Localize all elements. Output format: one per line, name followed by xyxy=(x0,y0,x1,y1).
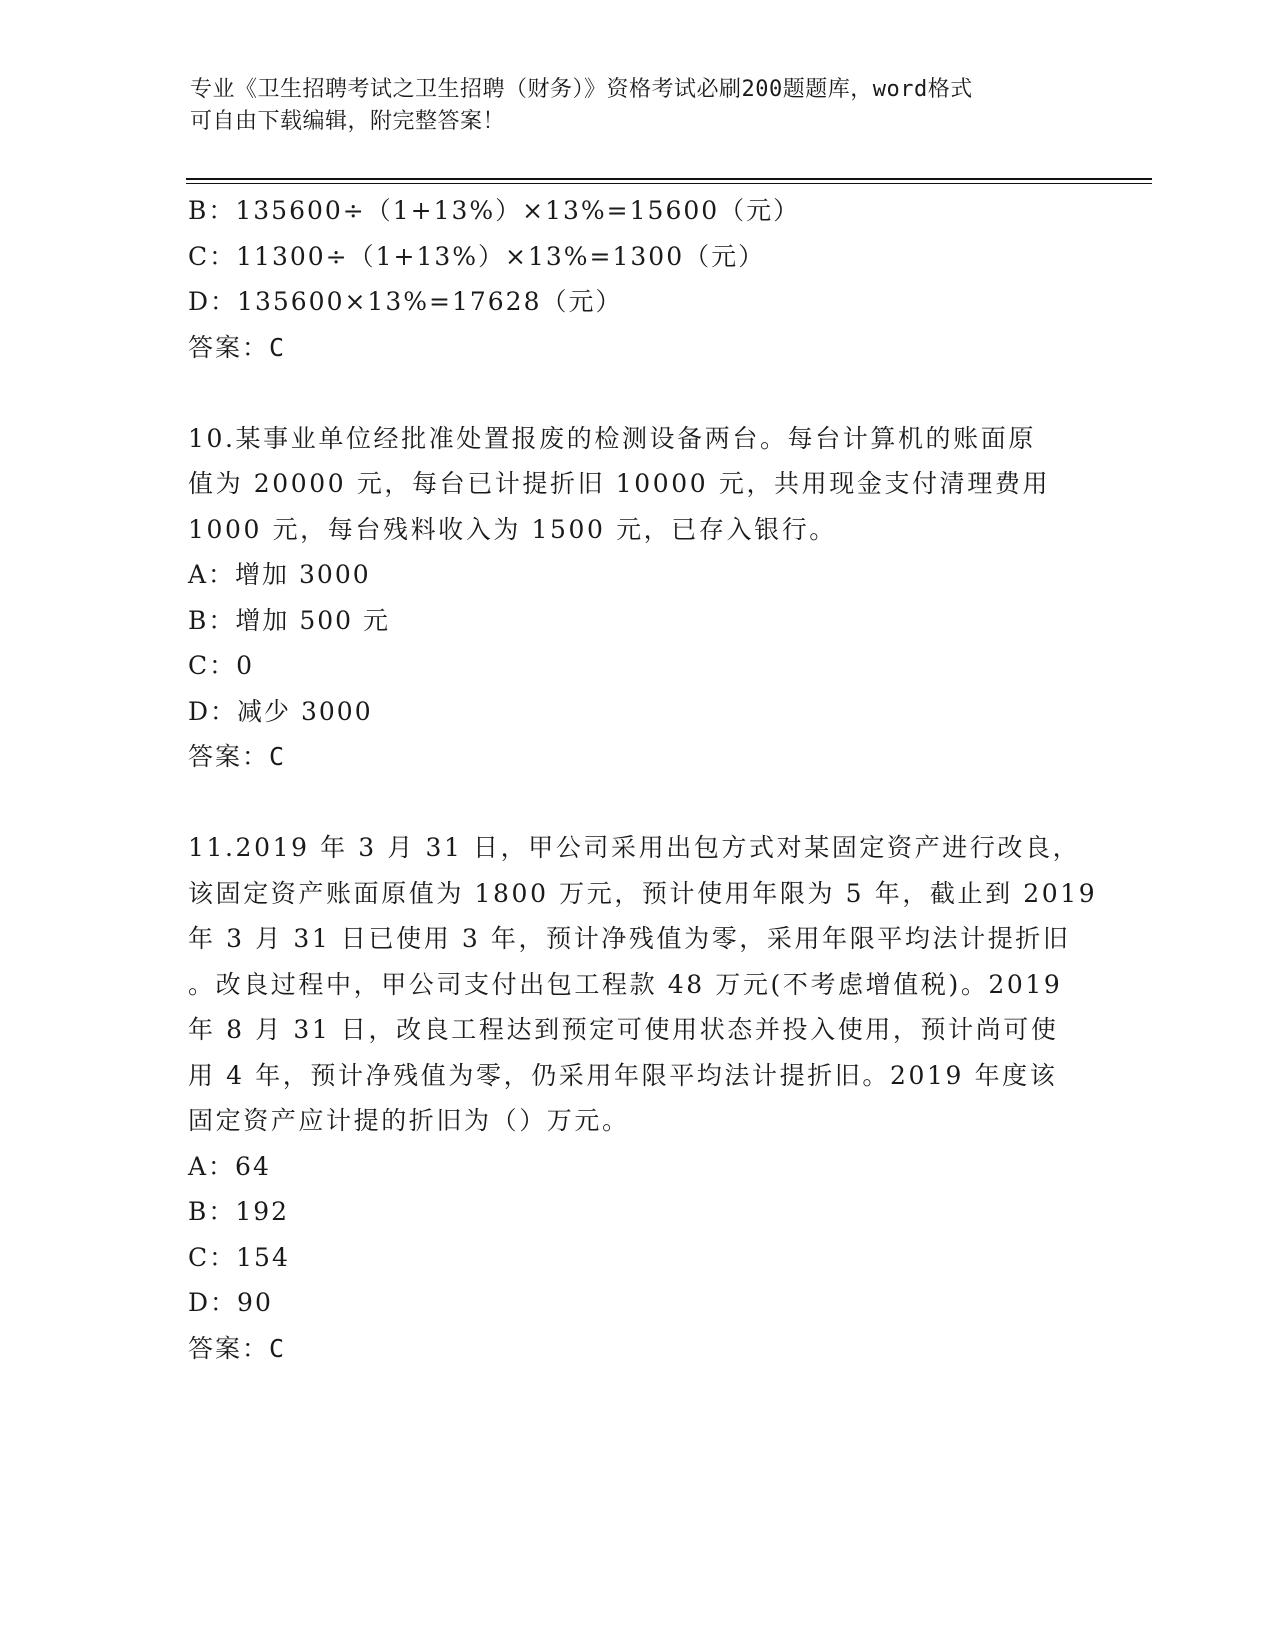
answer-line: 答案：C xyxy=(188,332,287,362)
option-c: C：0 xyxy=(188,651,255,680)
question-text-line: 1000 元，每台残料收入为 1500 元，已存入银行。 xyxy=(188,514,837,544)
option-d: D：135600×13%=17628（元） xyxy=(188,287,623,316)
question-10 xyxy=(188,416,1088,780)
header-line-2: 可自由下载编辑，附完整答案！ xyxy=(190,109,506,134)
option-c: C：11300÷（1+13%）×13%=1300（元） xyxy=(188,241,766,271)
document-body xyxy=(188,188,1098,1371)
answer-line: 答案：C xyxy=(188,1333,287,1363)
option-a: A：64 xyxy=(188,1151,271,1181)
option-d: D：90 xyxy=(188,1288,273,1317)
question-text-line: 年 3 月 31 日已使用 3 年，预计净残值为零，采用年限平均法计提折旧 xyxy=(188,924,1071,953)
header-divider-thick xyxy=(186,178,1152,180)
question-text-line: 该固定资产账面原值为 1800 万元，预计使用年限为 5 年，截止到 2019 xyxy=(188,878,1098,908)
question-text-line: 10.某事业单位经批准处置报废的检测设备两台。每台计算机的账面原 xyxy=(188,423,1036,453)
question-text-line: 年 8 月 31 日，改良工程达到预定可使用状态并投入使用，预计尚可使 xyxy=(188,1015,1059,1044)
question-9-tail xyxy=(188,188,1088,370)
question-text-line: 固定资产应计提的折旧为（）万元。 xyxy=(188,1106,630,1135)
header-line-1: 专业《卫生招聘考试之卫生招聘（财务）》资格考试必刷200题题库，word格式 xyxy=(190,77,973,102)
question-11 xyxy=(188,825,1098,1371)
option-b: B：135600÷（1+13%）×13%=15600（元） xyxy=(188,196,801,225)
answer-line: 答案：C xyxy=(188,742,287,771)
option-b: B：增加 500 元 xyxy=(188,605,390,635)
question-text-line: 用 4 年，预计净残值为零，仍采用年限平均法计提折旧。2019 年度该 xyxy=(188,1060,1058,1090)
question-text-line: 11.2019 年 3 月 31 日，甲公司采用出包方式对某固定资产进行改良， xyxy=(188,833,1081,862)
header-divider-thin xyxy=(186,183,1152,184)
option-d: D：减少 3000 xyxy=(188,696,373,726)
spacer xyxy=(188,370,1088,416)
option-b: B：192 xyxy=(188,1197,290,1226)
document-header xyxy=(190,74,1090,138)
question-text xyxy=(188,825,1098,1144)
question-text-line: 。改良过程中，甲公司支付出包工程款 48 万元(不考虑增值税)。2019 xyxy=(188,969,1063,999)
question-text xyxy=(188,416,1088,553)
option-a: A：增加 3000 xyxy=(188,560,371,589)
option-c: C：154 xyxy=(188,1242,290,1272)
spacer xyxy=(188,780,1088,826)
question-text-line: 值为 20000 元，每台已计提折旧 10000 元，共用现金支付清理费用 xyxy=(188,469,1051,498)
